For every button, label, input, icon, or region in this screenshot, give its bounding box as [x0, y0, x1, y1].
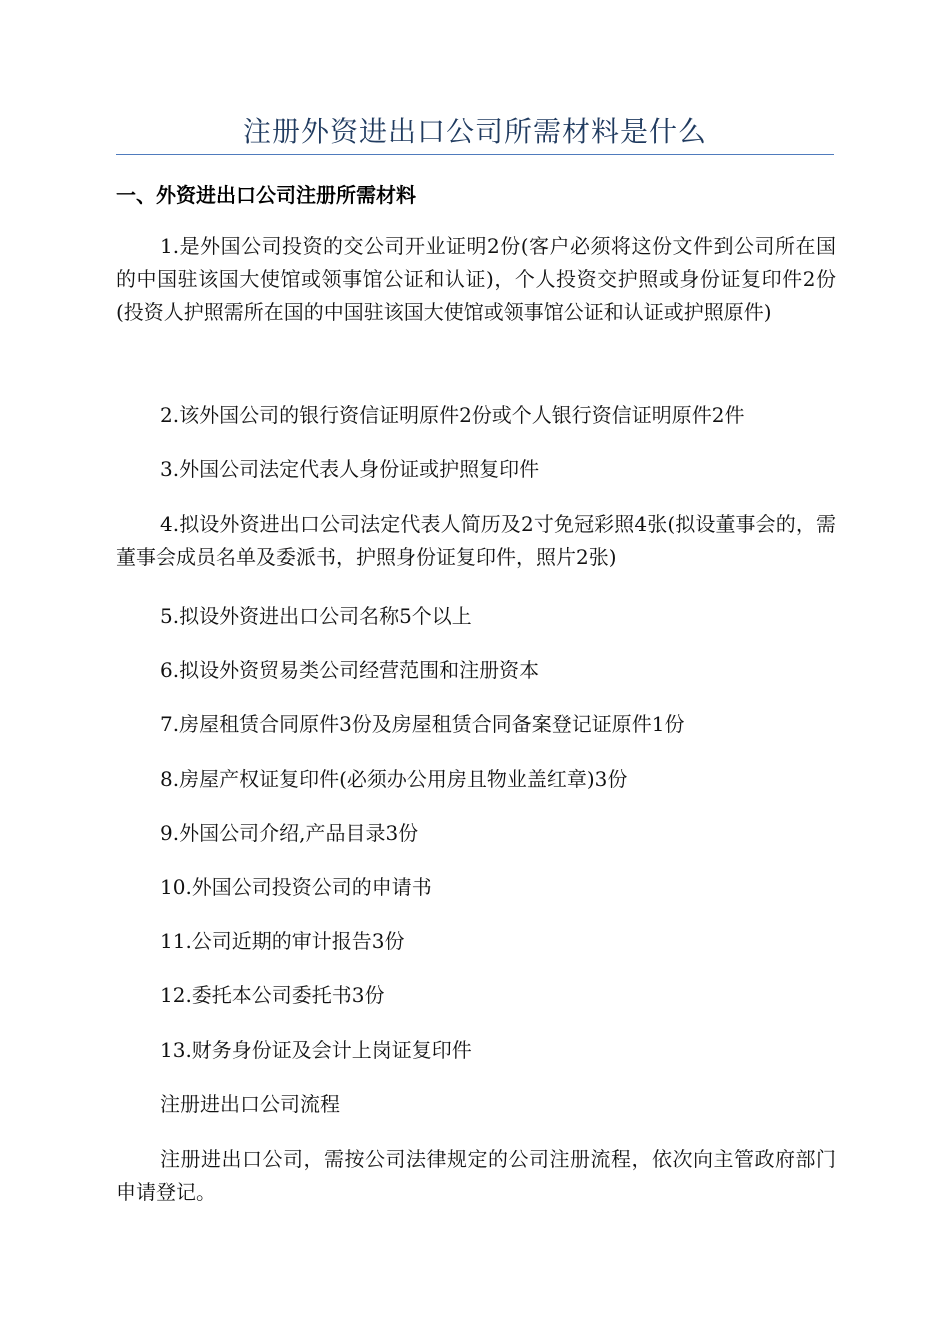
paragraph-item-9: 9.外国公司介绍,产品目录3份: [160, 821, 419, 845]
paragraph-item-13: 13.财务身份证及会计上岗证复印件: [160, 1038, 472, 1062]
paragraph-item-1: 1.是外国公司投资的交公司开业证明2份(客户必须将这份文件到公司所在国的中国驻该国大使馆或领事馆公证和认证)，个人投资交护照或身份证复印件2份(投资人护照需所在国的中国驻该国大使馆或领事馆公证和认证或护照原件): [116, 234, 836, 324]
paragraph-item-2: 2.该外国公司的银行资信证明原件2份或个人银行资信证明原件2件: [160, 403, 745, 427]
paragraph-item-6: 6.拟设外资贸易类公司经营范围和注册资本: [160, 658, 540, 682]
paragraph-item-5: 5.拟设外资进出口公司名称5个以上: [160, 604, 472, 628]
paragraph-item-3: 3.外国公司法定代表人身份证或护照复印件: [160, 457, 540, 481]
paragraph-item-8: 8.房屋产权证复印件(必须办公用房且物业盖红章)3份: [160, 767, 628, 791]
paragraph-item-12: 12.委托本公司委托书3份: [160, 983, 385, 1007]
subsection-label: 注册进出口公司流程: [160, 1092, 340, 1116]
paragraph-process: 注册进出口公司，需按公司法律规定的公司注册流程，依次向主管政府部门申请登记。: [116, 1147, 836, 1204]
page-title: 注册外资进出口公司所需材料是什么: [242, 115, 707, 148]
paragraph-item-7: 7.房屋租赁合同原件3份及房屋租赁合同备案登记证原件1份: [160, 712, 685, 736]
paragraph-item-10: 10.外国公司投资公司的申请书: [160, 875, 432, 899]
paragraph-item-11: 11.公司近期的审计报告3份: [160, 929, 405, 953]
title-underline: [116, 154, 834, 155]
paragraph-item-4: 4.拟设外资进出口公司法定代表人简历及2寸免冠彩照4张(拟设董事会的，需董事会成员名单及委派书，护照身份证复印件，照片2张): [116, 512, 836, 569]
section-heading: 一、外资进出口公司注册所需材料: [116, 183, 416, 207]
